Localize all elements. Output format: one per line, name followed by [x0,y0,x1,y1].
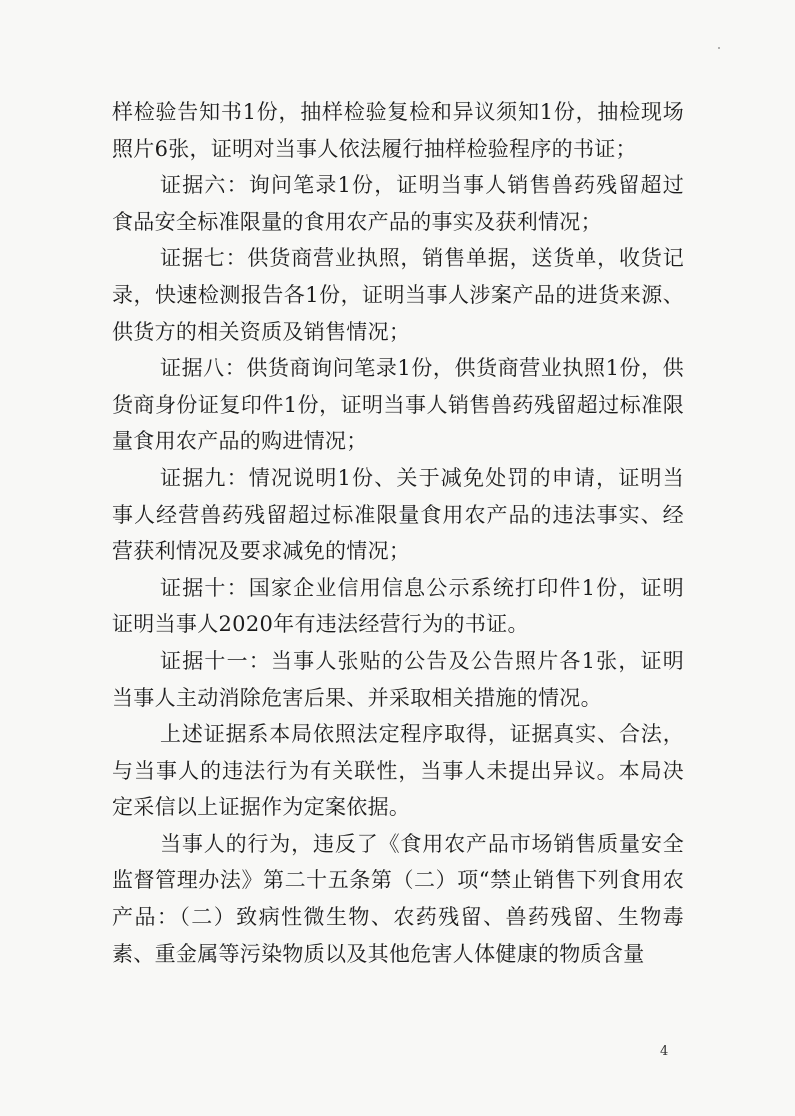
paragraph-evidence-11: 证据十一：当事人张贴的公告及公告照片各1张，证明当事人主动消除危害后果、并采取相关措施的情况。 [112,648,684,710]
page-number: 4 [660,1044,669,1059]
paragraph-evidence-9: 证据九：情况说明1份、关于减免处罚的申请，证明当事人经营兽药残留超过标准限量食用农产品的违法事实、经营获利情况及要求减免的情况； [112,465,684,564]
paragraph-continuation: 样检验告知书1份，抽样检验复检和异议须知1份，抽检现场照片6张，证明对当事人依法履行抽样检验程序的书证； [112,100,684,161]
paragraph-evidence-summary: 上述证据系本局依照法定程序取得，证据真实、合法，与当事人的违法行为有关联性，当事人未提出异议。本局决定采信以上证据作为定案依据。 [112,722,684,820]
scan-speck [718,47,720,49]
paragraph-evidence-6: 证据六：询问笔录1份，证明当事人销售兽药残留超过食品安全标准限量的食用农产品的事实及获利情况； [112,173,684,234]
document-body [112,94,684,972]
paragraph-evidence-8: 证据八：供货商询问笔录1份，供货商营业执照1份，供货商身份证复印件1份，证明当事人销售兽药残留超过标准限量食用农产品的购进情况； [112,356,684,454]
paragraph-evidence-10: 证据十：国家企业信用信息公示系统打印件1份，证明证明当事人2020年有违法经营行为的书证。 [112,575,684,637]
paragraph-evidence-7: 证据七：供货商营业执照，销售单据，送货单，收货记录，快速检测报告各1份，证明当事人涉案产品的进货来源、供货方的相关资质及销售情况； [112,246,684,344]
paragraph-violation: 当事人的行为，违反了《食用农产品市场销售质量安全监督管理办法》第二十五条第（二）项“禁止销售下列食用农产品：（二）致病性微生物、农药残留、兽药残留、生物毒素、重金属等污染物质以及其他危害人体健康的物质含量 [112,831,684,966]
